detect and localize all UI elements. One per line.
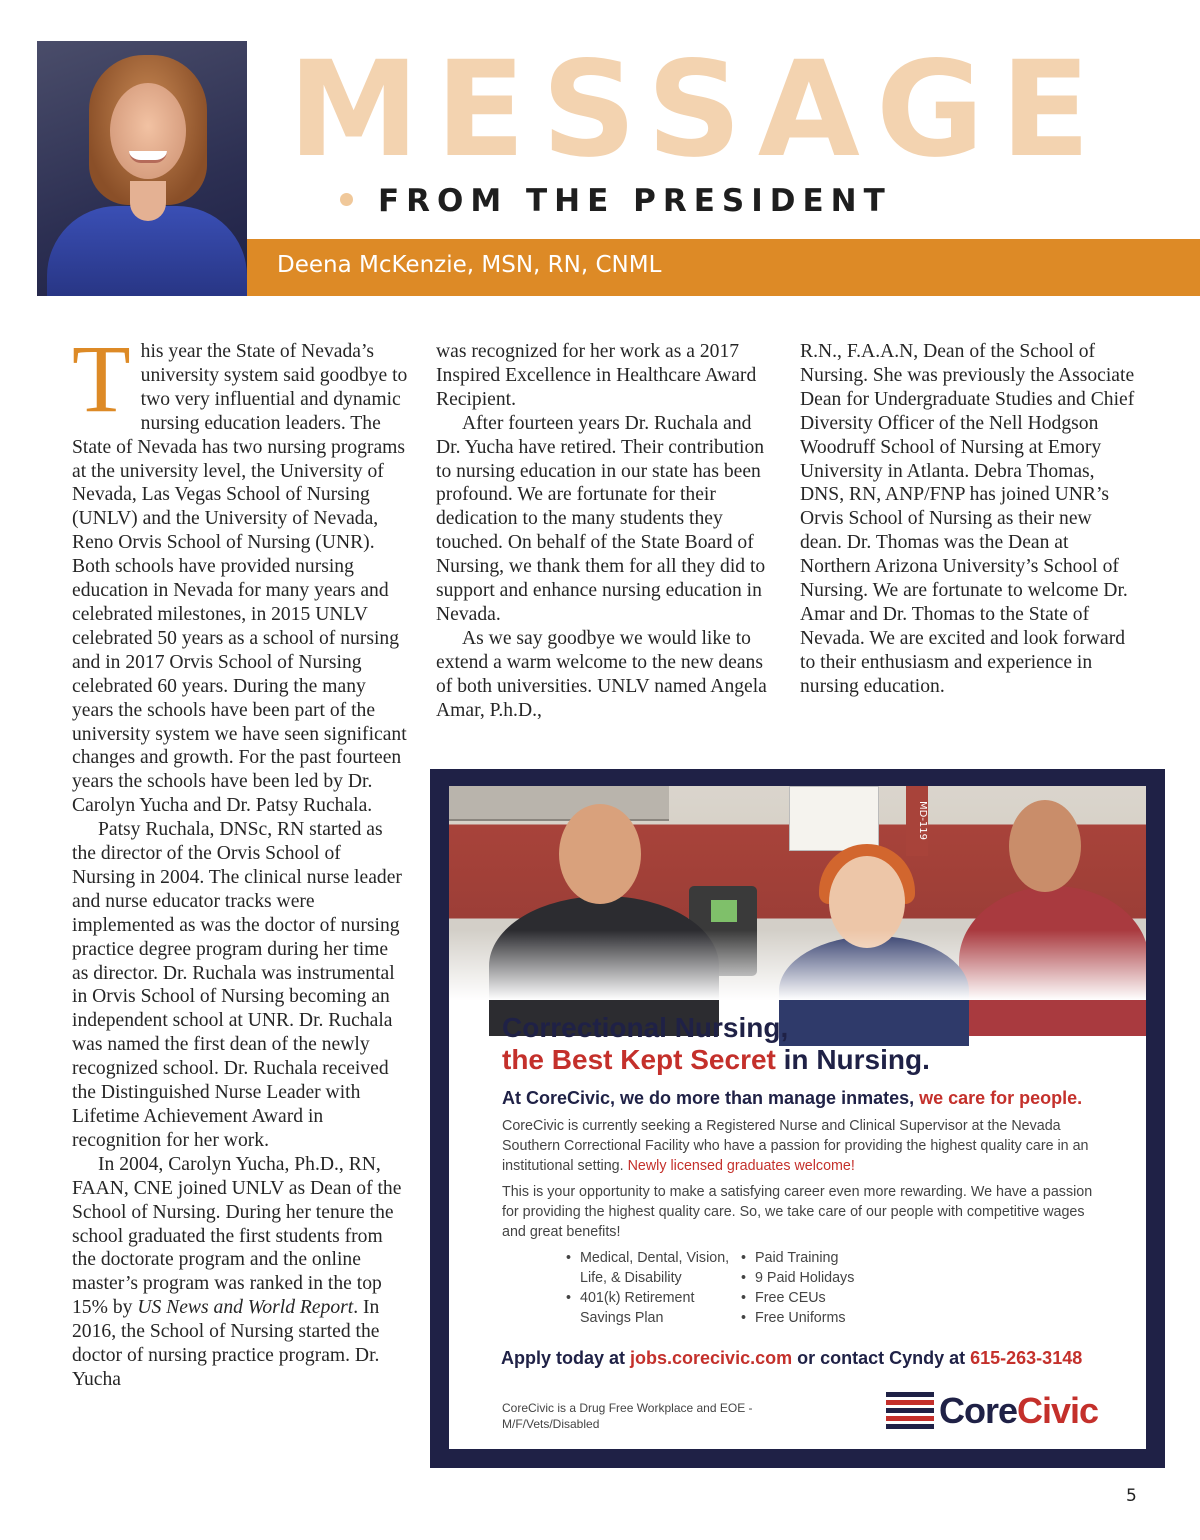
ad-call-to-action	[501, 1348, 1082, 1369]
benefits-list-left	[566, 1248, 736, 1328]
article-text: In 2004, Carolyn Yucha, Ph.D., RN, FAAN, CNE joined UNLV as Dean of the School of Nursing. During her tenure the school graduated the first students from the doctorate program and the online master’s program was ranked in the top 15% by	[72, 1153, 402, 1319]
corecivic-advertisement	[430, 769, 1165, 1468]
article-paragraph: R.N., F.A.A.N, Dean of the School of Nursing. She was previously the Associate Dean for Undergraduate Studies and Chief Diversity Officer of the Nell Hodgson Woodruff School of Nursing at Emory University in Atlanta. Debra Thomas, DNS, RN, ANP/FNP has joined UNR’s Orvis School of Nursing as their new dean. Dr. Thomas was the Dean at Northern Arizona University’s School of Nursing. We are fortunate to welcome Dr. Amar and Dr. Thomas to the State of Nevada. We are excited and look forward to their enthusiasm and experience in nursing education.	[800, 341, 1135, 697]
ad-headline	[502, 1012, 930, 1076]
phone-icon	[689, 886, 757, 976]
article-column-1	[72, 325, 408, 1392]
author-name: Deena McKenzie, MSN, RN, CNML	[277, 252, 662, 278]
logo-stripe	[886, 1416, 934, 1421]
portrait-face	[110, 83, 186, 179]
benefit-item: • Free CEUs	[741, 1288, 901, 1308]
ad-tagline	[502, 1088, 1082, 1109]
ad-text: CoreCivic is currently seeking a Registered Nurse and Clinical Supervisor at the Nevada Southern Correctional Facility who have a passion for providing the highest quality care in an institutional setting.	[502, 1118, 1089, 1175]
staff-member-1-head	[559, 804, 641, 904]
article-paragraph: Patsy Ruchala, DNSc, RN started as the director of the Orvis School of Nursing in 2004. The clinical nurse leader and nurse educator tracks were implemented as was the doctor of nursing practice degree program during her time as director. Dr. Ruchala was instrumental in Orvis School of Nursing becoming an independent school at UNR. Dr. Ruchala was named the first dean of the newly recognized school. Dr. Ruchala received the Distinguished Nurse Leader with Lifetime Achievement Award in recognition for her work.	[72, 819, 402, 1151]
benefit-item: • 9 Paid Holidays	[741, 1268, 901, 1288]
ad-paragraph-1	[502, 1116, 1102, 1177]
ad-highlight: Newly licensed graduates welcome!	[627, 1158, 855, 1175]
ad-panel	[449, 786, 1146, 1449]
ad-staff-photo	[449, 786, 1146, 1000]
staff-member-3	[959, 886, 1146, 1036]
author-name-bar	[247, 239, 1200, 296]
logo-word-civic: Civic	[1017, 1390, 1099, 1431]
contact-text: or contact Cyndy at	[792, 1348, 971, 1368]
logo-stripe	[886, 1392, 934, 1397]
article-paragraph: his year the State of Nevada’s university system said goodbye to two very influential and dynamic nursing education leaders. The State of Nevada has two nursing programs at the university level, the University of Nevada, Las Vegas School of Nursing (UNLV) and the University of Nevada, Reno Orvis School of Nursing (UNR). Both schools have provided nursing education in Nevada for many years and celebrated milestones, in 2015 UNLV celebrated 50 years as a school of nursing and in 2017 Orvis School of Nursing celebrated 60 years. During the many years the schools have been part of the university system we have seen significant changes and growth. For the past fourteen years the schools have been led by Dr. Carolyn Yucha and Dr. Patsy Ruchala.	[72, 341, 408, 817]
article-column-3	[800, 340, 1136, 699]
ad-paragraph-2: This is your opportunity to make a satisfying career even more rewarding. We have a passion for providing the highest quality care. So, we take care of our people with competitive wages and great benefits!	[502, 1184, 1093, 1241]
article-paragraph: After fourteen years Dr. Ruchala and Dr. Yucha have retired. Their contribution to nursing education in our state has been profound. We are fortunate for their dedication to the many students they touched. On behalf of the State Board of Nursing, we thank them for all they did to support and enhance nursing education in Nevada.	[436, 412, 766, 625]
phone-screen	[711, 900, 737, 922]
staff-member-3-head	[1009, 800, 1081, 892]
bullet-dot-icon	[340, 193, 353, 206]
logo-stripe	[886, 1408, 934, 1413]
drop-cap: T	[72, 325, 131, 432]
logo-stripe	[886, 1400, 934, 1405]
article-paragraph: As we say goodbye we would like to extend a warm welcome to the new deans of both universities. UNLV named Angela Amar, P.h.D.,	[436, 627, 767, 721]
benefit-item: • Free Uniforms	[741, 1308, 901, 1328]
apply-text: Apply today at	[501, 1348, 631, 1368]
article-paragraph: was recognized for her work as a 2017 Inspired Excellence in Healthcare Award Recipient.	[436, 341, 757, 410]
ad-headline-line-1: Correctional Nursing,	[502, 1012, 789, 1043]
corecivic-logo-wordmark	[939, 1390, 1098, 1432]
publication-title: US News and World Report	[137, 1297, 354, 1319]
photo-shelf	[449, 786, 669, 821]
article-text: . In 2016, the School of Nursing started the doctor of nursing practice program. Dr. Yucha	[72, 1297, 380, 1390]
benefit-item: • 401(k) Retirement Savings Plan	[566, 1288, 736, 1328]
ad-footer-note: CoreCivic is a Drug Free Workplace and EOE - M/F/Vets/Disabled	[502, 1401, 753, 1431]
phone-number: 615-263-3148	[970, 1348, 1083, 1368]
logo-stripe	[886, 1424, 934, 1429]
ad-headline-rest: in Nursing.	[775, 1044, 930, 1075]
portrait-neck	[130, 181, 166, 221]
page-headline: MESSAGE	[288, 33, 1107, 187]
benefits-list-right	[741, 1248, 901, 1328]
room-sign: MD-119	[906, 786, 928, 856]
ad-headline-line-2	[502, 1044, 930, 1076]
page-subheading: FROM THE PRESIDENT	[378, 183, 892, 219]
author-portrait-photo	[37, 41, 247, 296]
benefit-item: • Paid Training	[741, 1248, 901, 1268]
photo-wall-notice	[789, 786, 879, 851]
portrait-smile	[129, 151, 167, 163]
corecivic-logo-icon	[886, 1392, 934, 1432]
article-paragraph	[72, 1153, 408, 1392]
ad-headline-highlight: the Best Kept Secret	[502, 1044, 776, 1075]
benefit-item: • Medical, Dental, Vision, Life, & Disability	[566, 1248, 736, 1288]
page-number: 5	[1126, 1486, 1137, 1506]
ad-tagline-text: At CoreCivic, we do more than manage inmates,	[502, 1088, 920, 1108]
article-column-2	[436, 340, 772, 723]
jobs-link[interactable]: jobs.corecivic.com	[630, 1348, 793, 1368]
staff-member-2-head	[829, 856, 905, 948]
logo-word-core: Core	[939, 1390, 1018, 1431]
ad-tagline-highlight: we care for people.	[919, 1088, 1083, 1108]
